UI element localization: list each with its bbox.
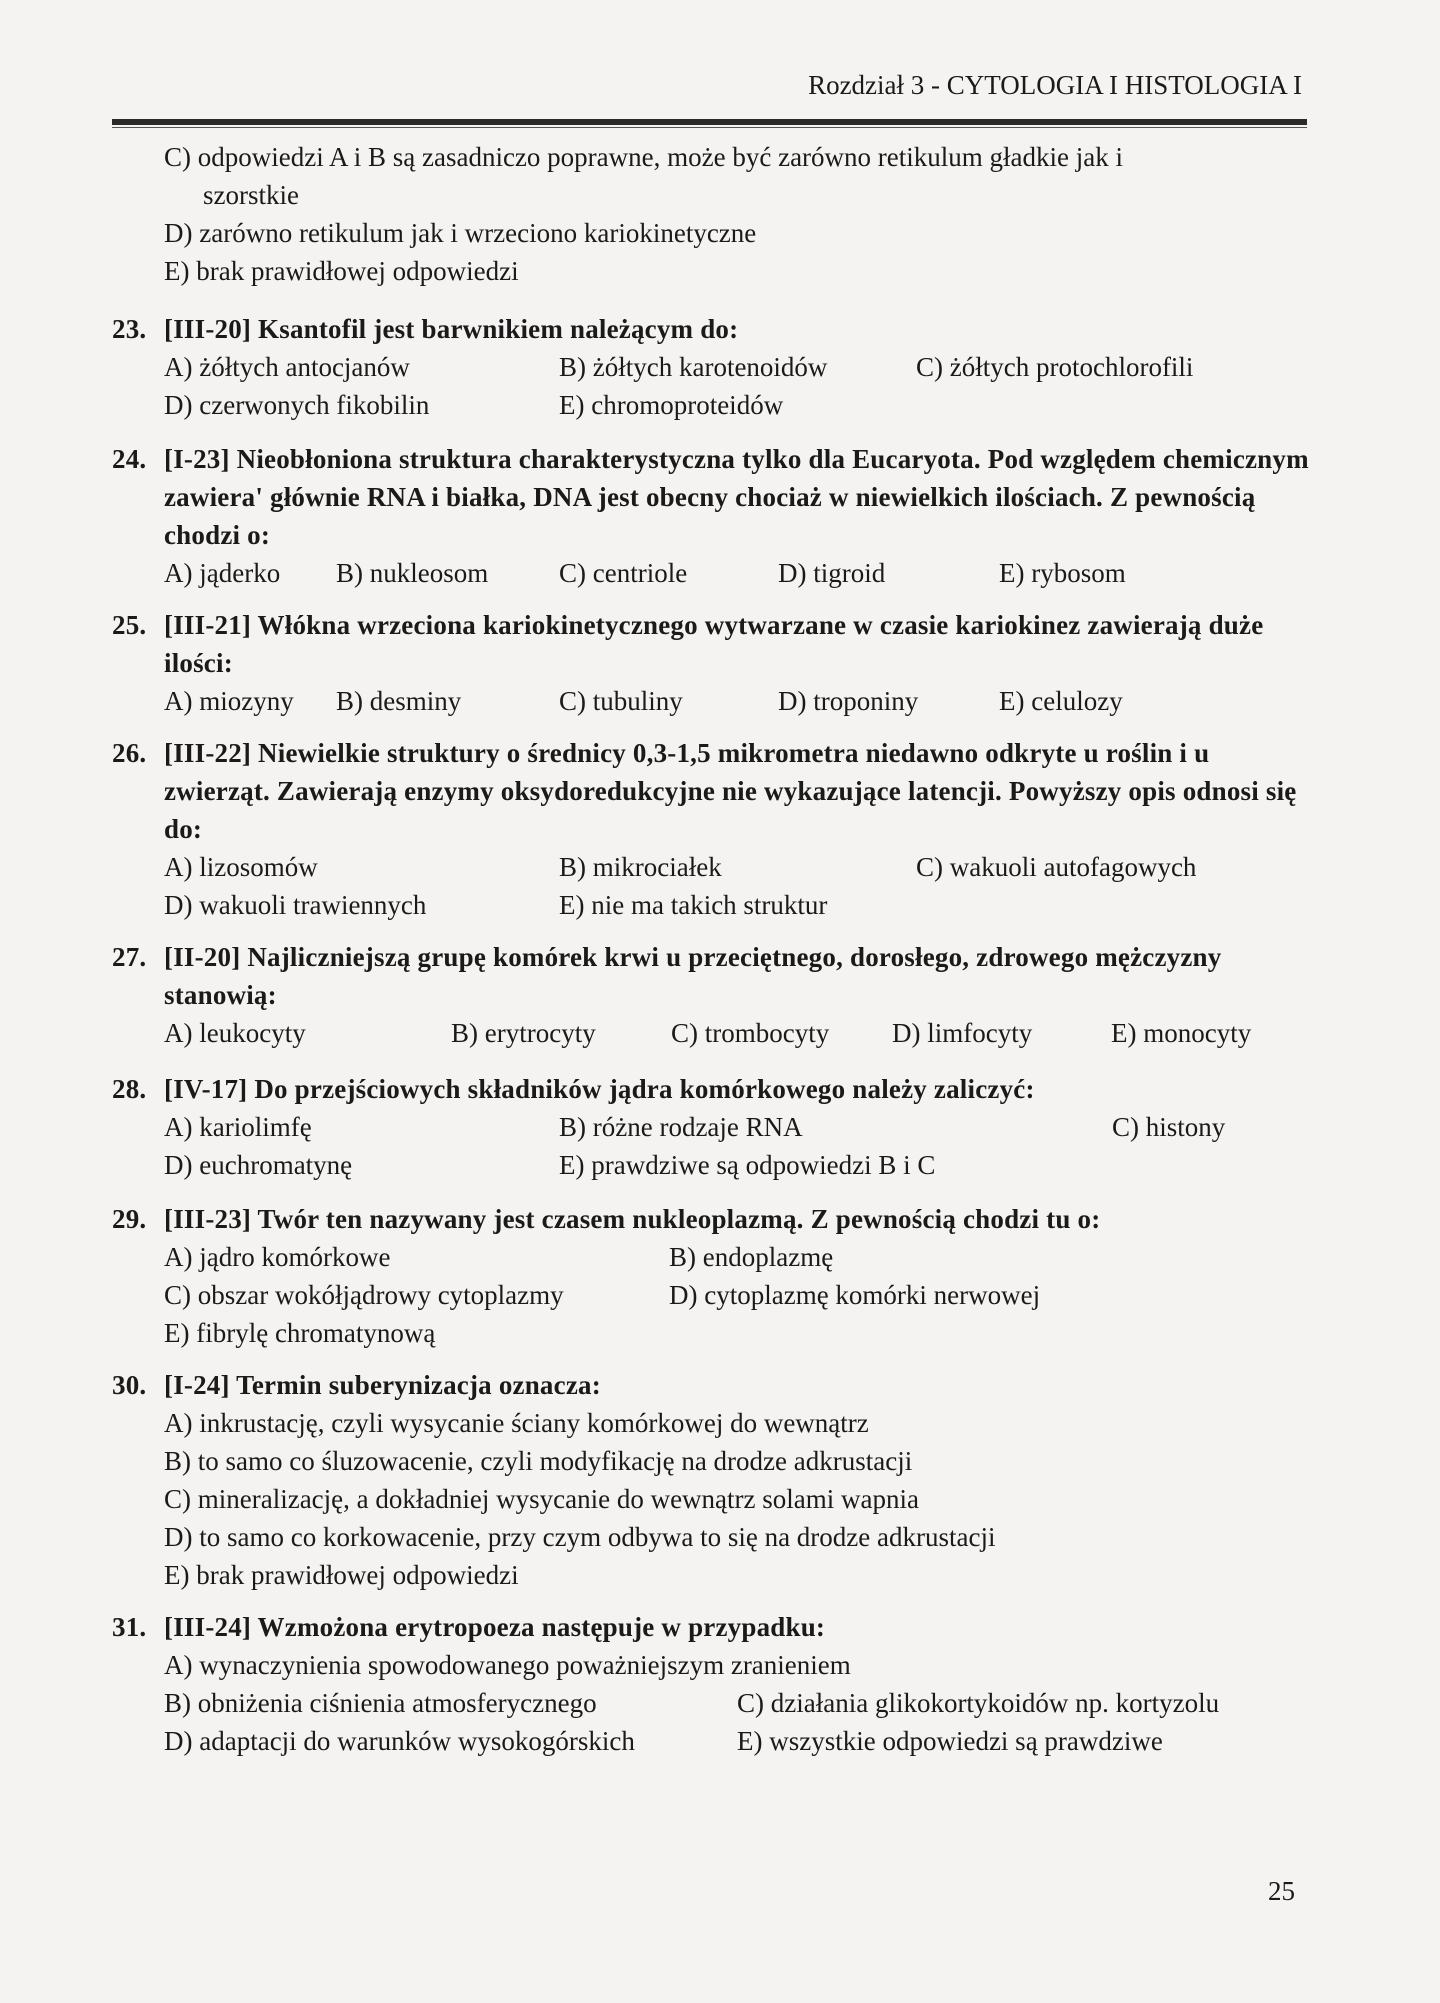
answer-row [112, 848, 1312, 886]
answer-row [112, 348, 1312, 386]
question-text: [III-23] Twór ten nazywany jest czasem nukleoplazmą. Z pewnością chodzi tu o: [164, 1204, 1101, 1234]
answer-option[interactable]: D) limfocyty [892, 1018, 1033, 1048]
answer-row [112, 1556, 1312, 1594]
header-rule-thin [112, 127, 1307, 128]
answer-row [112, 886, 1312, 924]
answer-option[interactable]: A) jądro komórkowe [164, 1242, 391, 1272]
page-content [112, 138, 1312, 1760]
answer-option[interactable]: C) żółtych protochlorofili [916, 352, 1194, 382]
question-title [112, 1070, 1312, 1108]
answer-option[interactable]: D) tigroid [778, 558, 886, 588]
answer-option[interactable]: A) leukocyty [164, 1018, 306, 1048]
continuation-option: C) odpowiedzi A i B są zasadniczo poprawne, może być zarówno retikulum gładkie jak i [164, 142, 1123, 172]
question-title [112, 1608, 1312, 1646]
header-rule [112, 119, 1307, 125]
answer-option[interactable]: E) celulozy [999, 686, 1123, 716]
answer-option[interactable]: B) to samo co śluzowacenie, czyli modyfikację na drodze adkrustacji [164, 1446, 913, 1476]
question-31 [112, 1608, 1312, 1760]
question-number: 26. [112, 738, 147, 768]
question-title [112, 440, 1312, 554]
question-title [112, 606, 1312, 682]
question-title [112, 1200, 1312, 1238]
page-number: 25 [1268, 1876, 1295, 1906]
answer-option[interactable]: E) wszystkie odpowiedzi są prawdziwe [737, 1726, 1163, 1756]
answer-option[interactable]: B) różne rodzaje RNA [559, 1112, 803, 1142]
answer-option[interactable]: C) mineralizację, a dokładniej wysycanie do wewnątrz solami wapnia [164, 1484, 919, 1514]
answer-option[interactable]: A) inkrustację, czyli wysycanie ściany komórkowej do wewnątrz [164, 1408, 869, 1438]
answer-option[interactable]: E) chromoproteidów [559, 390, 784, 420]
answer-row [112, 1684, 1312, 1722]
answer-option[interactable]: D) cytoplazmę komórki nerwowej [669, 1280, 1041, 1310]
answer-row [112, 1480, 1312, 1518]
answer-row [112, 1238, 1312, 1276]
answer-option[interactable]: C) wakuoli autofagowych [916, 852, 1197, 882]
answer-option[interactable]: C) centriole [559, 558, 688, 588]
question-list [112, 310, 1312, 1760]
continuation-option: szorstkie [203, 180, 299, 210]
answer-option[interactable]: E) brak prawidłowej odpowiedzi [164, 1560, 519, 1590]
answer-row [112, 386, 1312, 424]
answer-option[interactable]: A) kariolimfę [164, 1112, 312, 1142]
question-text: [III-24] Wzmożona erytropoeza następuje w przypadku: [164, 1612, 826, 1642]
question-27 [112, 938, 1312, 1052]
answer-row [112, 1146, 1312, 1184]
question-title [112, 734, 1312, 848]
question-text: [II-20] Najliczniejszą grupę komórek krwi u przeciętnego, dorosłego, zdrowego mężczyzny stanowią: [164, 942, 1222, 1010]
question-text: [III-21] Włókna wrzeciona kariokinetycznego wytwarzane w czasie kariokinez zawierają duże ilości: [164, 610, 1264, 678]
question-text: [III-20] Ksantofil jest barwnikiem należącym do: [164, 314, 739, 344]
answer-option[interactable]: E) monocyty [1111, 1018, 1252, 1048]
answer-row [112, 1646, 1312, 1684]
question-26 [112, 734, 1312, 924]
answer-option[interactable]: C) tubuliny [559, 686, 683, 716]
answer-option[interactable]: B) endoplazmę [669, 1242, 834, 1272]
answer-option[interactable]: A) lizosomów [164, 852, 318, 882]
answer-row [112, 1722, 1312, 1760]
answer-row [112, 1518, 1312, 1556]
answer-option[interactable]: D) wakuoli trawiennych [164, 890, 427, 920]
question-24 [112, 440, 1312, 592]
question-title [112, 1366, 1312, 1404]
question-25 [112, 606, 1312, 720]
answer-option[interactable]: E) prawdziwe są odpowiedzi B i C [559, 1150, 936, 1180]
answer-row [112, 1404, 1312, 1442]
question-number: 27. [112, 942, 147, 972]
answer-row [112, 1276, 1312, 1314]
answer-option[interactable]: D) to samo co korkowacenie, przy czym odbywa to się na drodze adkrustacji [164, 1522, 996, 1552]
answer-row [112, 1014, 1312, 1052]
question-title [112, 310, 1312, 348]
answer-row [112, 682, 1312, 720]
question-number: 24. [112, 444, 147, 474]
question-number: 28. [112, 1074, 147, 1104]
answer-row [112, 1442, 1312, 1480]
answer-option[interactable]: C) działania glikokortykoidów np. kortyzolu [737, 1688, 1220, 1718]
answer-option[interactable]: A) wynaczynienia spowodowanego poważniejszym zranieniem [164, 1650, 851, 1680]
answer-option[interactable]: B) erytrocyty [451, 1018, 596, 1048]
question-29 [112, 1200, 1312, 1352]
question-title [112, 938, 1312, 1014]
question-text: [I-23] Nieobłoniona struktura charakterystyczna tylko dla Eucaryota. Pod względem chemicznym zawiera' głównie RNA i białka, DNA jest obecny chociaż w niewielkich ilościach. Z pewnością chodzi o: [164, 444, 1309, 550]
question-23 [112, 310, 1312, 424]
answer-option[interactable]: D) czerwonych fikobilin [164, 390, 430, 420]
chapter-header: Rozdział 3 - CYTOLOGIA I HISTOLOGIA I [808, 70, 1302, 100]
question-number: 25. [112, 610, 147, 640]
answer-option[interactable]: D) euchromatynę [164, 1150, 353, 1180]
question-text: [III-22] Niewielkie struktury o średnicy 0,3-1,5 mikrometra niedawno odkryte u roślin i u zwierząt. Zawierają enzymy oksydoredukcyjne nie wykazujące latencji. Powyższy opis odnosi się do: [164, 738, 1297, 844]
answer-option[interactable]: A) żółtych antocjanów [164, 352, 410, 382]
answer-option[interactable]: C) histony [1112, 1112, 1226, 1142]
answer-row [112, 1314, 1312, 1352]
question-number: 31. [112, 1612, 147, 1642]
answer-option[interactable]: B) obniżenia ciśnienia atmosferycznego [164, 1688, 597, 1718]
question-number: 29. [112, 1204, 147, 1234]
answer-option[interactable]: E) rybosom [999, 558, 1126, 588]
continuation-option: D) zarówno retikulum jak i wrzeciono kariokinetyczne [164, 218, 757, 248]
answer-option[interactable]: E) nie ma takich struktur [559, 890, 828, 920]
answer-option[interactable]: E) fibrylę chromatynową [164, 1318, 436, 1348]
answer-option[interactable]: D) adaptacji do warunków wysokogórskich [164, 1726, 635, 1756]
question-number: 23. [112, 314, 147, 344]
answer-option[interactable]: B) żółtych karotenoidów [559, 352, 828, 382]
answer-option[interactable]: B) nukleosom [336, 558, 489, 588]
answer-row [112, 1108, 1312, 1146]
question-text: [I-24] Termin suberynizacja oznacza: [164, 1370, 601, 1400]
answer-option[interactable]: C) trombocyty [671, 1018, 830, 1048]
answer-option[interactable]: B) desminy [336, 686, 462, 716]
answer-option[interactable]: A) jąderko [164, 558, 281, 588]
continuation-option: E) brak prawidłowej odpowiedzi [164, 256, 519, 286]
question-text: [IV-17] Do przejściowych składników jądra komórkowego należy zaliczyć: [164, 1074, 1035, 1104]
answer-row [112, 554, 1312, 592]
answer-option[interactable]: A) miozyny [164, 686, 294, 716]
question-28 [112, 1070, 1312, 1184]
answer-option[interactable]: B) mikrociałek [559, 852, 722, 882]
answer-option[interactable]: C) obszar wokółjądrowy cytoplazmy [164, 1280, 564, 1310]
question-number: 30. [112, 1370, 147, 1400]
question-30 [112, 1366, 1312, 1594]
answer-option[interactable]: D) troponiny [778, 686, 919, 716]
